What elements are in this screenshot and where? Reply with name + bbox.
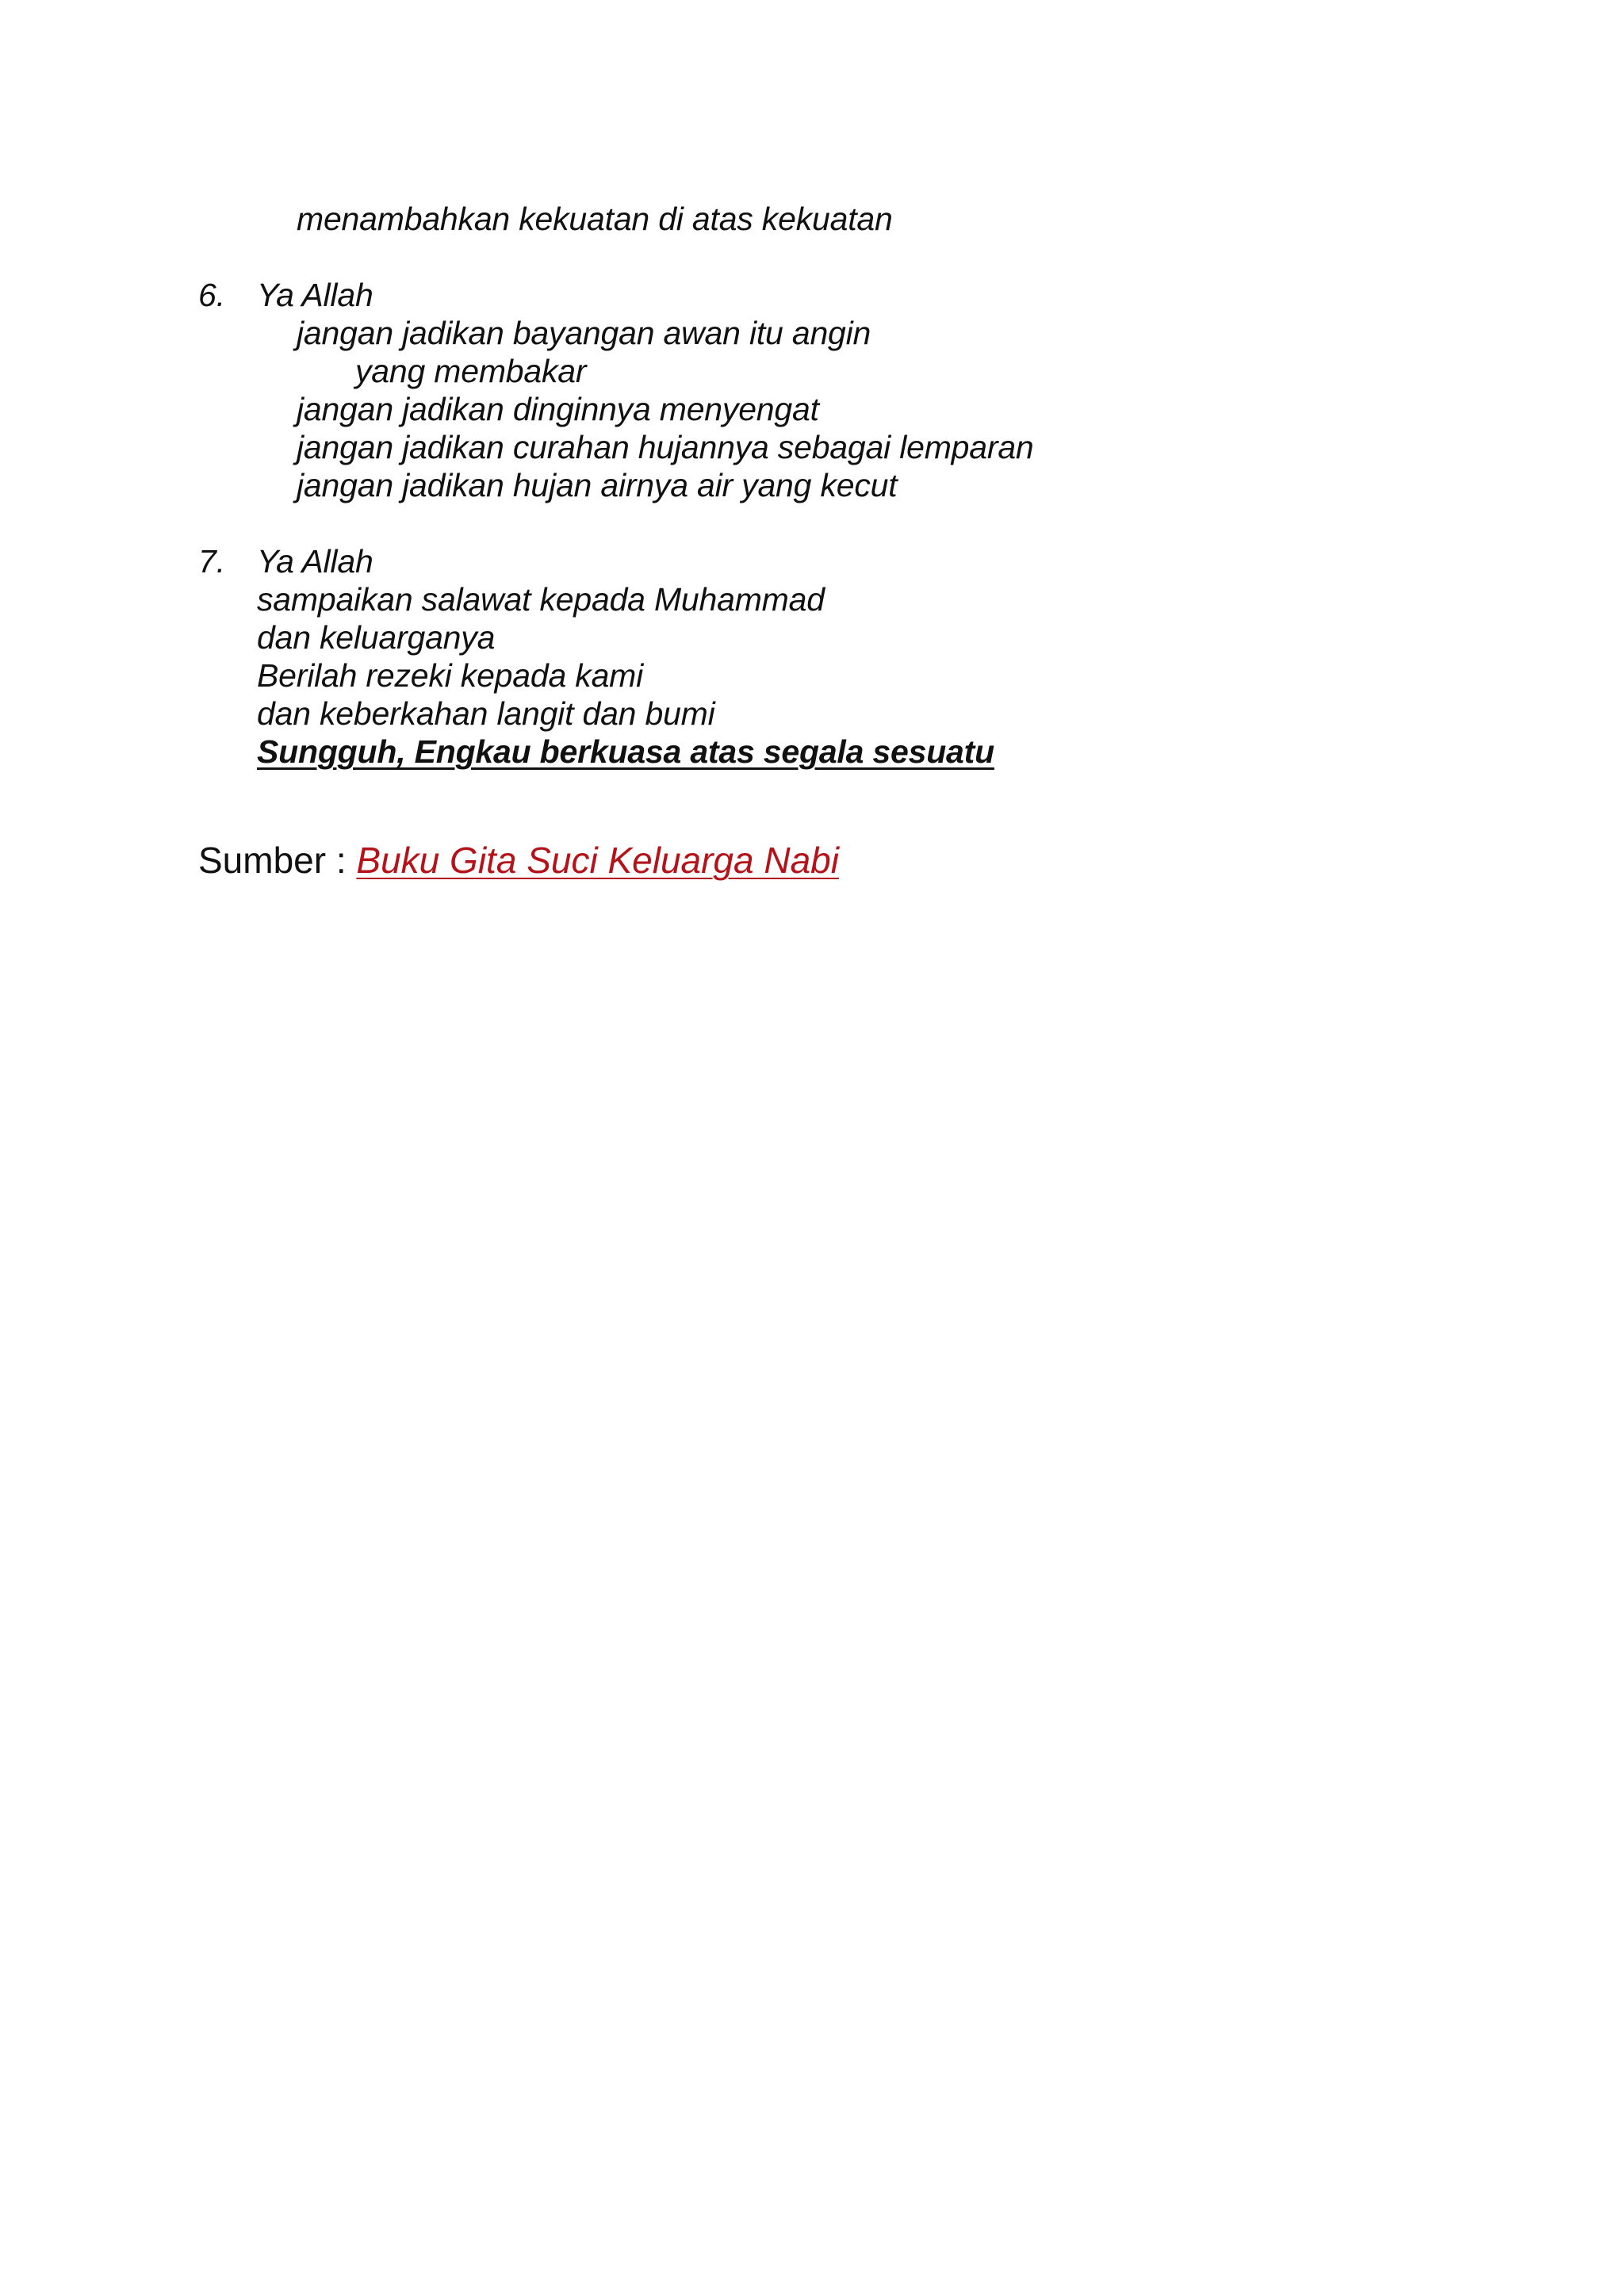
item-6-line: jangan jadikan curahan hujannya sebagai lemparan xyxy=(297,429,1034,465)
item-7-line: dan keluarganya xyxy=(257,619,496,656)
item-7-closing-line: Sungguh, Engkau berkuasa atas segala sesuatu xyxy=(257,733,994,770)
item-6-line: jangan jadikan bayangan awan itu angin xyxy=(297,315,871,351)
source-link[interactable]: Buku Gita Suci Keluarga Nabi xyxy=(356,840,839,881)
item-6-line: yang membakar xyxy=(355,353,587,389)
item-6-number: 6. xyxy=(198,277,226,313)
source-line xyxy=(198,839,839,882)
item-6-line: jangan jadikan hujan airnya air yang kecut xyxy=(297,467,898,503)
item-7-line: Berilah rezeki kepada kami xyxy=(257,657,644,694)
item-7-line: dan keberkahan langit dan bumi xyxy=(257,695,715,732)
item-7-number: 7. xyxy=(198,543,226,580)
item-6-line: jangan jadikan dinginnya menyengat xyxy=(297,391,819,427)
item-6-line: Ya Allah xyxy=(257,277,373,313)
item-7-line: sampaikan salawat kepada Muhammad xyxy=(257,581,825,618)
source-label: Sumber : xyxy=(198,840,357,881)
carryover-line: menambahkan kekuatan di atas kekuatan xyxy=(297,201,893,237)
item-7-line: Ya Allah xyxy=(257,543,373,580)
